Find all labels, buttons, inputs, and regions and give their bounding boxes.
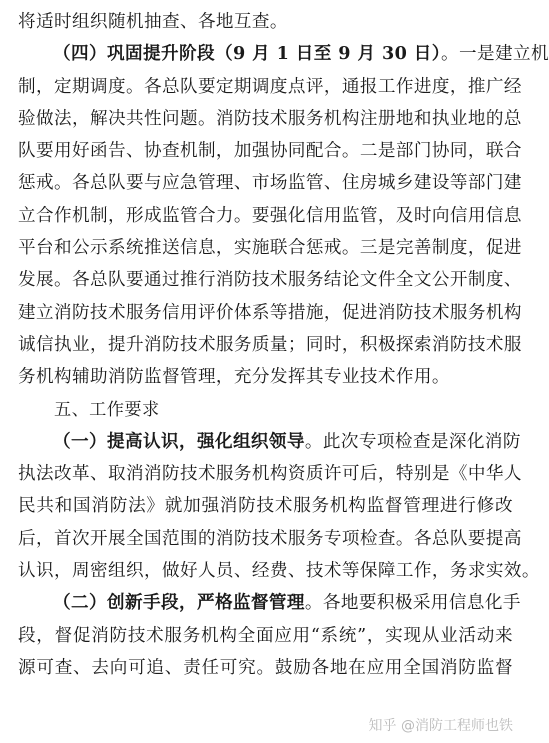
text-line — [18, 490, 513, 522]
text-line — [18, 297, 522, 329]
section-lead: （二）创新手段，严格监督管理 — [53, 592, 305, 614]
text-line — [18, 458, 522, 490]
line-text: 验做法，解决共性问题。消防技术服务机构注册地和执业地的总 — [18, 108, 522, 129]
text-line — [18, 71, 522, 103]
line-text: 平台和公示系统推送信息，实施联合惩戒。三是完善制度，促进 — [18, 238, 522, 259]
line-text: 源可查、去向可追、责任可究。鼓励各地在应用全国消防监督 — [18, 657, 513, 678]
line-text: 队要用好函告、协查机制，加强协同配合。二是部门协同，联合 — [18, 141, 522, 162]
watermark-text: 知乎 @消防工程师也铁 — [368, 718, 513, 734]
text-line — [18, 6, 513, 38]
text-line — [18, 620, 513, 652]
line-text: 务机构辅助消防监督管理，充分发挥其专业技术作用。 — [18, 367, 450, 388]
line-text: 段，督促消防技术服务机构全面应用“系统”，实现从业活动来 — [18, 625, 513, 646]
text-line — [18, 652, 513, 684]
text-line — [18, 426, 521, 458]
heading-text: 五、工作要求 — [54, 399, 160, 420]
section-lead: （一）提高认识，强化组织领导 — [53, 430, 305, 452]
text-line — [18, 200, 522, 232]
line-text: 认识，周密组织，做好人员、经费、技术等保障工作，务求实效。 — [18, 561, 540, 582]
watermark — [369, 715, 513, 735]
line-text: 。此次专项检查是深化消防 — [304, 431, 521, 452]
line-text: 发展。各总队要通过推行消防技术服务结论文件全文公开制度、 — [18, 270, 522, 291]
text-line — [18, 587, 521, 619]
text-line — [18, 135, 522, 167]
line-text: 诚信执业，提升消防技术服务质量；同时，积极探索消防技术服 — [18, 334, 522, 355]
section-lead: （四）巩固提升阶段（9 月 1 日至 9 月 30 日） — [53, 43, 441, 65]
text-line — [18, 555, 540, 587]
text-line — [18, 264, 522, 296]
line-text: 将适时组织随机抽查、各地互查。 — [18, 12, 288, 32]
text-line — [18, 523, 522, 555]
line-text: 建立消防技术服务信用评价体系等措施，促进消防技术服务机构 — [18, 302, 522, 323]
text-line — [18, 232, 522, 264]
text-line — [18, 103, 522, 135]
line-text: 立合作机制，形成监管合力。要强化信用监管，及时向信用信息 — [18, 205, 522, 226]
text-line — [18, 167, 522, 199]
text-line — [18, 329, 522, 361]
line-text: 。各地要积极采用信息化手 — [304, 593, 521, 614]
line-text: 执法改革、取消消防技术服务机构资质许可后，特别是《中华人 — [18, 464, 522, 485]
section-heading — [18, 394, 513, 426]
line-text: 民共和国消防法》就加强消防技术服务机构监督管理进行修改 — [18, 496, 513, 517]
line-text: 制，定期调度。各总队要定期调度点评，通报工作进度，推广经 — [18, 76, 522, 97]
text-line — [18, 38, 549, 70]
line-text: 后，首次开展全国范围的消防技术服务专项检查。各总队要提高 — [18, 528, 522, 549]
text-line — [18, 361, 513, 393]
line-text: 。一是建立机 — [441, 44, 549, 65]
line-text: 惩戒。各总队要与应急管理、市场监管、住房城乡建设等部门建 — [18, 173, 522, 194]
